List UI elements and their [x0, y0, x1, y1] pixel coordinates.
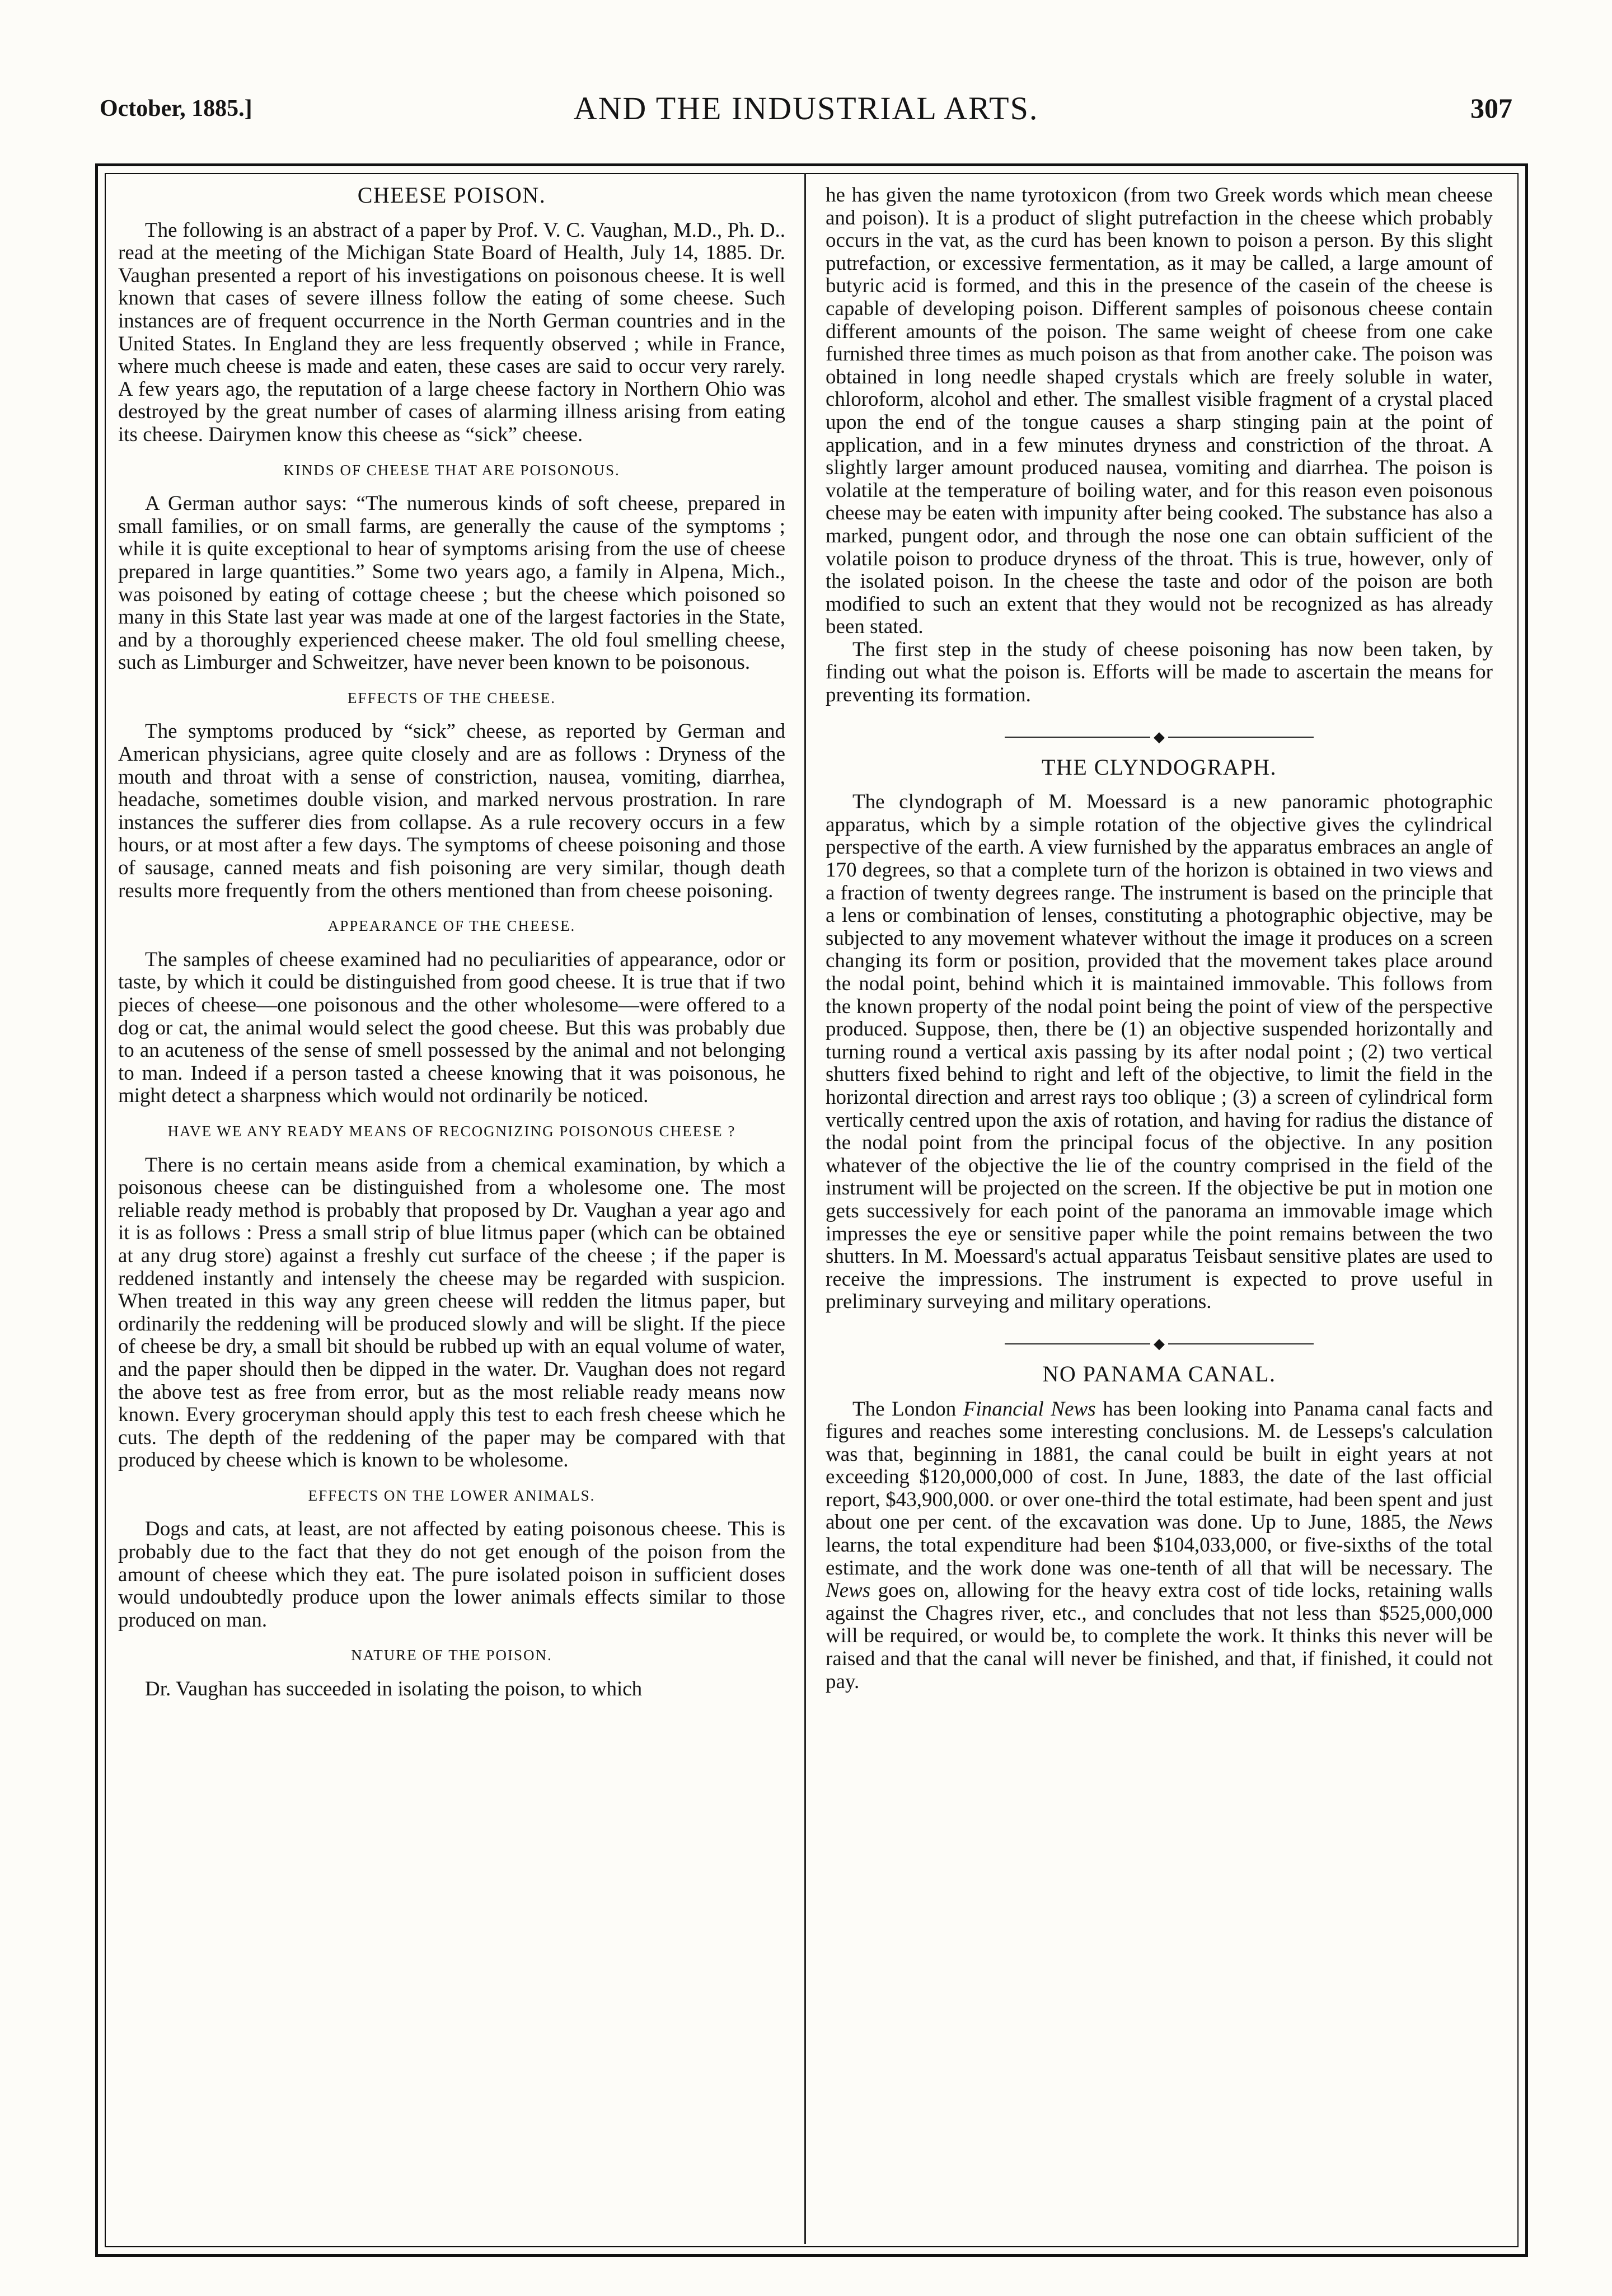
subheading-nature: NATURE OF THE POISON. — [351, 1647, 552, 1664]
subheading-appearance: APPEARANCE OF THE CHEESE. — [327, 917, 576, 935]
publication-name: Financial News — [963, 1397, 1096, 1421]
text-run: The London — [852, 1397, 963, 1421]
ornament-icon: ◆ — [1154, 728, 1165, 745]
ornament-icon: ◆ — [1154, 1336, 1165, 1352]
paragraph: The symptoms produced by “sick” cheese, as reported by German and American physicians, agree quite closely and are as follows : Dryness of the mouth and throat with a sense of constriction, nausea, vomiting, diarrhea, headache, sometimes double vision, and marked nervous prostration. In rare instances the sufferer dies from collapse. As a rule recovery occurs in a few hours, or at most after a few days. The symptoms of cheese poisoning and those of sausage, canned meats and fish poisoning are very similar, though death results more frequently from the others mentioned than from cheese poisoning. — [118, 720, 785, 902]
subheading-lower-animals: EFFECTS ON THE LOWER ANIMALS. — [308, 1487, 596, 1504]
subheading-kinds: KINDS OF CHEESE THAT ARE POISONOUS. — [283, 461, 620, 479]
paragraph: A German author says: “The numerous kinds of soft cheese, prepared in small families, or on small farms, are generally the cause of the symptoms ; while it is quite exceptional to hear of symptoms arising from the use of cheese prepared in large quantities.” Some two years ago, a family in Alpena, Mich., was poisoned by eating of cottage cheese ; but the cheese which poisoned so many in this State last year was made at one of the largest factories in the State, and by a thoroughly experienced cheese maker. The old foul smelling cheese, such as Limburger and Schweitzer, have never been known to be poisonous. — [118, 492, 785, 674]
subheading-ready-means: HAVE WE ANY READY MEANS OF RECOGNIZING POISONOUS CHEESE ? — [167, 1122, 736, 1140]
article-title-clyndograph: THE CLYNDOGRAPH. — [1042, 754, 1277, 780]
article-title-cheese-poison: CHEESE POISON. — [357, 182, 546, 208]
paragraph: Dr. Vaughan has succeeded in isolating the poison, to which — [145, 1678, 643, 1701]
issue-date: October, 1885.] — [100, 96, 252, 121]
page-number: 307 — [1470, 92, 1512, 124]
text-run: learns, the total expenditure had been $104,033,000, or five-sixths of the total estimate, and the work done was one-tenth of all that will be necessary. The — [826, 1534, 1493, 1580]
text-run: goes on, allowing for the heavy extra cost of tide locks, retaining walls against the Chagres river, etc., and concludes that not less than $525,000,000 will be required, or would be, to complete the work. It thinks this never will be raised and that the canal will never be finished, and that, if finished, it could not pay. — [826, 1579, 1493, 1693]
right-column — [826, 184, 1493, 1693]
text-run: has been looking into Panama canal facts and figures and reaches some interesting conclusions. M. de Lesseps's calculation was that, beginning in 1881, the canal could be built in eight years at not exceeding $120,000,000 of cost. In June, 1883, the date of the last official report, $43,900,000. or over one-third the total estimate, had been spent and just about one per cent. of the excavation was done. Up to June, 1885, the — [826, 1397, 1493, 1534]
paragraph: The samples of cheese examined had no peculiarities of appearance, odor or taste, by which it could be distinguished from good cheese. It is true that if two pieces of cheese—one poisonous and the other wholesome—were offered to a dog or cat, the animal would select the good cheese. But this was probably due to an acuteness of the sense of smell possessed by the animal and not belonging to man. Indeed if a person tasted a cheese knowing that it was poisonous, he might detect a sharpness which would not ordinarily be noticed. — [118, 948, 785, 1108]
paragraph: Dogs and cats, at least, are not affected by eating poisonous cheese. This is probably due to the fact that they do not get enough of the poison from the amount of cheese which they eat. The pure isolated poison in sufficient doses would undoubtedly produce upon the lower animals effects similar to those produced on man. — [118, 1517, 785, 1632]
subheading-effects: EFFECTS OF THE CHEESE. — [347, 689, 556, 706]
paragraph: he has given the name tyrotoxicon (from two Greek words which mean cheese and poison). It is a product of slight putrefaction in the cheese which probably occurs in the vat, as the curd has been known to poison a person. By this slight putrefaction, or excessive fermentation, as it may be called, a large amount of butyric acid is formed, and this in the presence of the casein of the cheese is capable of developing poison. Different samples of poisonous cheese contain different amounts of the poison. The same weight of cheese from one cake furnished three times as much poison as that from another cake. The poison was obtained in long needle shaped crystals which are freely soluble in water, chloroform, alcohol and ether. The smallest visible fragment of a crystal placed upon the end of the tongue causes a sharp stinging pain at the point of application, and in a few minutes dryness and constriction of the throat. A slightly larger amount produced nausea, vomiting and diarrhea. The poison is volatile at the temperature of boiling water, and for this reason even poisonous cheese may be eaten with impunity after being cooked. The substance has also a marked, pungent odor, and through the nose one can obtain sufficient of the volatile poison to produce dryness of the throat. This is true, however, only of the isolated poison. In the cheese the taste and odor of the poison are both modified to such an extent that they would not be recognized as has already been stated. — [826, 184, 1493, 639]
paragraph: The clyndograph of M. Moessard is a new panoramic photographic apparatus, which by a simple rotation of the objective gives the cylindrical perspective of the earth. A view furnished by the apparatus embraces an angle of 170 degrees, so that a complete turn of the horizon is obtained in two views and a fraction of twenty degrees range. The instrument is based on the principle that a lens or combination of lenses, constituting a photographic objective, may be subjected to any movement whatever without the image it produces on a screen changing its form or position, provided that the movement takes place around the nodal point, behind which it is maintained immovable. This follows from the known property of the nodal point being the point of view of the perspective produced. Suppose, then, there be (1) an objective suspended horizontally and turning round a vertical axis passing by its after nodal point ; (2) two vertical shutters fixed behind to right and left of the objective, to limit the field in the horizontal direction and arrest rays too oblique ; (3) a screen of cylindrical form vertically centred upon the axis of rotation, and having for radius the distance of the nodal point from the principal focus of the objective. In any position whatever of the objective the lie of the country comprised in the field of the instrument will be projected on the screen. If the objective be put in motion one gets successively for each point of the panorama an immovable image which impresses the eye or sensitive paper while the point remains between the two shutters. In M. Moessard's actual apparatus Teisbaut sensitive plates are used to receive the impressions. The instrument is expected to prove useful in preliminary surveying and military operations. — [826, 790, 1493, 1314]
paragraph: There is no certain means aside from a chemical examination, by which a poisonous cheese can be distinguished from a wholesome one. The most reliable ready method is probably that proposed by Dr. Vaughan a year ago and it is as follows : Press a small strip of blue litmus paper (which can be obtained at any drug store) against a freshly cut surface of the cheese ; if the paper is reddened instantly and intensely the cheese may be regarded with suspicion. When treated in this way any green cheese will redden the litmus paper, but ordinarily the reddening will be produced slowly and will be slight. If the piece of cheese be dry, a small bit should be rubbed up with an equal volume of water, and the paper should then be dipped in the water. Dr. Vaughan does not regard the above test as free from error, but as the most reliable ready means now known. Every groceryman should apply this test to each fresh cheese which he cuts. The depth of the reddening of the paper may be compared with that produced by cheese which is known to be wholesome. — [118, 1153, 785, 1472]
paragraph — [826, 1398, 1493, 1694]
publication-name: News — [826, 1579, 871, 1602]
page-frame — [95, 163, 1528, 2257]
section-separator — [826, 1332, 1493, 1352]
paragraph: The first step in the study of cheese poisoning has now been taken, by finding out what the poison is. Efforts will be made to ascertain the means for preventing its formation. — [826, 638, 1493, 707]
running-header — [0, 90, 1612, 134]
section-separator — [826, 725, 1493, 745]
column-divider — [804, 173, 806, 2244]
journal-title: AND THE INDUSTRIAL ARTS. — [573, 90, 1039, 126]
publication-name: News — [1447, 1511, 1493, 1534]
article-title-panama: NO PANAMA CANAL. — [1042, 1361, 1276, 1386]
left-column — [118, 184, 785, 1701]
paragraph: The following is an abstract of a paper by Prof. V. C. Vaughan, M.D., Ph. D.. read at the meeting of the Michigan State Board of Health, July 14, 1885. Dr. Vaughan presented a report of his investigations on poisonous cheese. It is well known that cases of severe illness follow the eating of some cheese. Such instances are of frequent occurrence in the North German countries and in the United States. In England they are less frequently observed ; while in France, where much cheese is made and eaten, these cases are said to occur very rarely. A few years ago, the reputation of a large cheese factory in Northern Ohio was destroyed by the great number of cases of alarming illness arising from eating its cheese. Dairymen know this cheese as “sick” cheese. — [118, 218, 785, 446]
